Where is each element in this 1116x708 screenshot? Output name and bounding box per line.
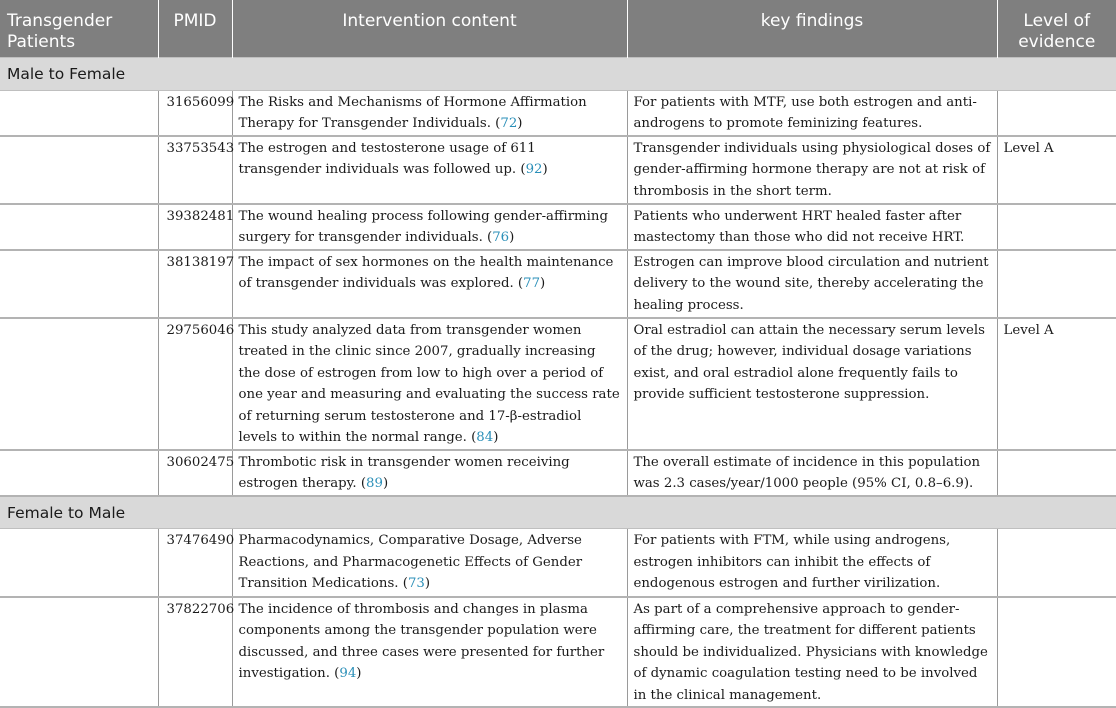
patient-cell — [0, 90, 158, 136]
table-row — [0, 450, 1116, 496]
intervention-cell: Thrombotic risk in transgender women receiving estrogen therapy. (89) — [232, 450, 627, 496]
table-row — [0, 136, 1116, 204]
reference-link[interactable]: 77 — [523, 276, 541, 291]
level-cell — [997, 204, 1116, 250]
reference-link[interactable]: 92 — [525, 162, 543, 177]
findings-cell: For patients with FTM, while using androgens, estrogen inhibitors can inhibit the effects of endogenous estrogen and further virilization. — [627, 529, 997, 597]
findings-cell: The overall estimate of incidence in this population was 2.3 cases/year/1000 people (95% CI, 0.8–6.9). — [627, 450, 997, 496]
patient-cell — [0, 204, 158, 250]
pmid-cell: 29756046 — [158, 318, 232, 450]
pmid-cell: 37822706 — [158, 597, 232, 708]
reference-link[interactable]: 73 — [407, 576, 425, 591]
intervention-cell: The wound healing process following gender-affirming surgery for transgender individuals. (76) — [232, 204, 627, 250]
pmid-cell: 38138197 — [158, 250, 232, 318]
reference-link[interactable]: 76 — [492, 230, 510, 245]
pmid-cell: 30602475 — [158, 450, 232, 496]
header-pmid: PMID — [158, 0, 232, 58]
findings-cell: Estrogen can improve blood circulation and nutrient delivery to the wound site, thereby accelerating the healing process. — [627, 250, 997, 318]
reference-link[interactable]: 94 — [339, 666, 357, 681]
patient-cell — [0, 250, 158, 318]
level-cell — [997, 250, 1116, 318]
patient-cell — [0, 450, 158, 496]
table-row — [0, 597, 1116, 708]
pmid-cell: 33753543 — [158, 136, 232, 204]
header-key-findings: key findings — [627, 0, 997, 58]
table-row — [0, 529, 1116, 597]
reference-link[interactable]: 84 — [476, 430, 494, 445]
section-row — [0, 496, 1116, 529]
patient-cell — [0, 597, 158, 708]
findings-cell: Transgender individuals using physiological doses of gender-affirming hormone therapy are not at risk of thrombosis in the short term. — [627, 136, 997, 204]
level-cell: Level A — [997, 136, 1116, 204]
patient-cell — [0, 136, 158, 204]
findings-cell: Oral estradiol can attain the necessary serum levels of the drug; however, individual dosage variations exist, and oral estradiol alone frequently fails to provide sufficient testosterone suppression. — [627, 318, 997, 450]
table-header — [0, 0, 1116, 58]
findings-cell: As part of a comprehensive approach to gender-affirming care, the treatment for different patients should be individualized. Physicians with knowledge of dynamic coagulation testing need to be involved in the clinical management. — [627, 597, 997, 708]
level-cell — [997, 450, 1116, 496]
pmid-cell: 39382481 — [158, 204, 232, 250]
header-level-of-evidence: Level of evidence — [997, 0, 1116, 58]
pmid-cell: 37476490 — [158, 529, 232, 597]
findings-cell: For patients with MTF, use both estrogen and anti-androgens to promote feminizing features. — [627, 90, 997, 136]
section-label-ftm: Female to Male — [0, 496, 1116, 529]
pmid-cell: 31656099 — [158, 90, 232, 136]
reference-link[interactable]: 72 — [500, 116, 518, 131]
table-row — [0, 90, 1116, 136]
level-cell — [997, 90, 1116, 136]
table-row — [0, 250, 1116, 318]
intervention-cell: The impact of sex hormones on the health maintenance of transgender individuals was explored. (77) — [232, 250, 627, 318]
intervention-cell: Pharmacodynamics, Comparative Dosage, Adverse Reactions, and Pharmacogenetic Effects of Gender Transition Medications. (73) — [232, 529, 627, 597]
table-row — [0, 204, 1116, 250]
intervention-cell: The incidence of thrombosis and changes in plasma components among the transgender population were discussed, and three cases were presented for further investigation. (94) — [232, 597, 627, 708]
intervention-cell: The Risks and Mechanisms of Hormone Affirmation Therapy for Transgender Individuals. (72) — [232, 90, 627, 136]
level-cell: Level A — [997, 318, 1116, 450]
intervention-cell: The estrogen and testosterone usage of 611 transgender individuals was followed up. (92) — [232, 136, 627, 204]
section-label-mtf: Male to Female — [0, 58, 1116, 91]
patient-cell — [0, 529, 158, 597]
table-row — [0, 318, 1116, 450]
level-cell — [997, 597, 1116, 708]
header-intervention-content: Intervention content — [232, 0, 627, 58]
header-transgender-patients: Transgender Patients — [0, 0, 158, 58]
reference-link[interactable]: 89 — [366, 476, 383, 491]
patient-cell — [0, 318, 158, 450]
level-cell — [997, 529, 1116, 597]
section-row — [0, 58, 1116, 91]
findings-cell: Patients who underwent HRT healed faster after mastectomy than those who did not receive HRT. — [627, 204, 997, 250]
intervention-cell: This study analyzed data from transgender women treated in the clinic since 2007, gradually increasing the dose of estrogen from low to high over a period of one year and measuring and evaluating the success rate of returning serum testosterone and 17-β-estradiol levels to within the normal range. (84) — [232, 318, 627, 450]
